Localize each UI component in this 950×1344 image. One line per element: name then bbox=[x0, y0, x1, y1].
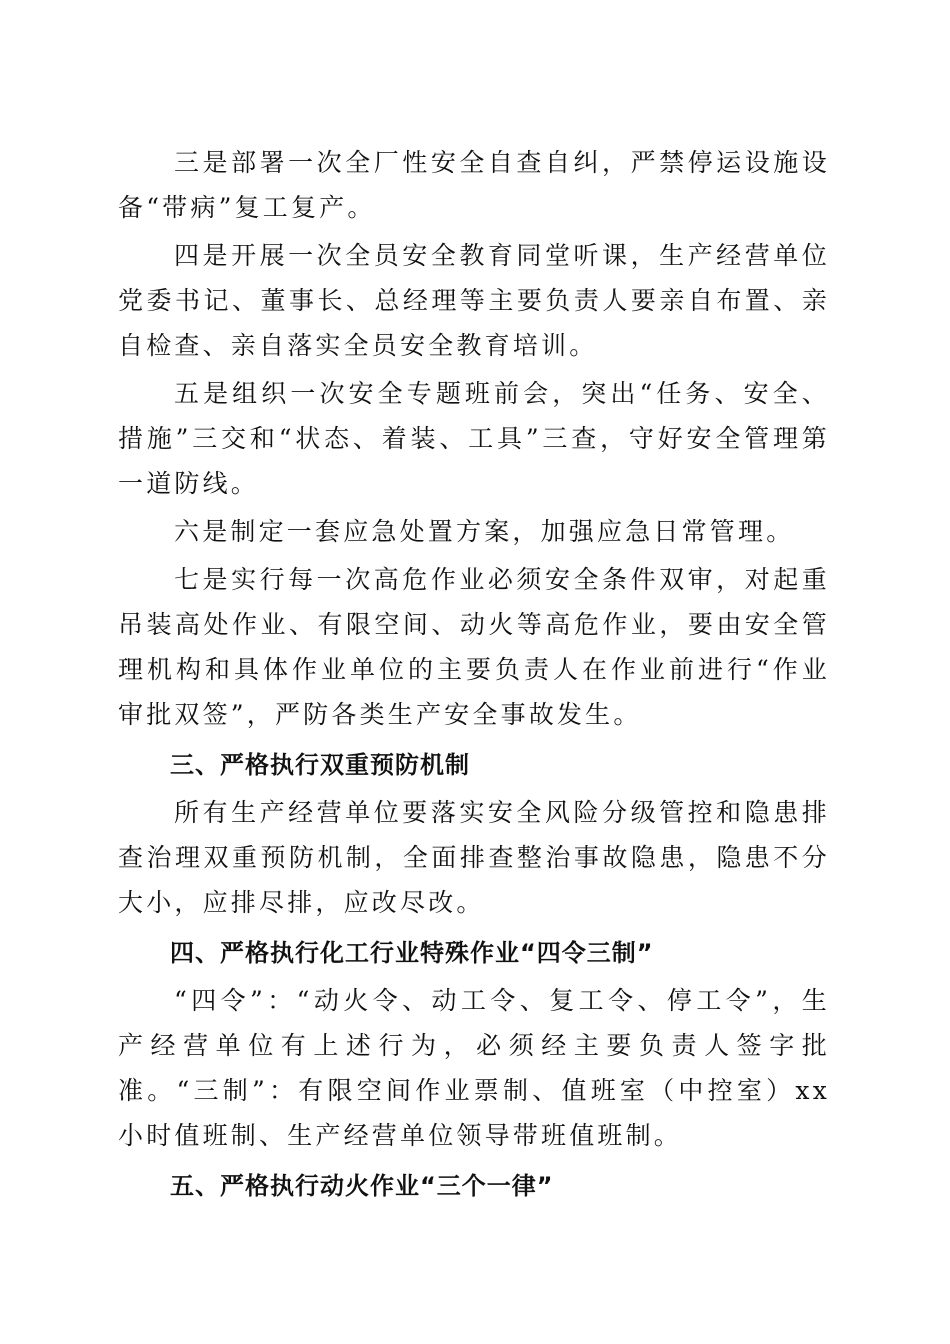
paragraph-item-6: 六是制定一套应急处置方案，加强应急日常管理。 bbox=[174, 517, 795, 546]
paragraph-four-orders-three-systems: “四令”：“动火令、动工令、复工令、停工令”，生产经营单位有上述行为，必须经主要负责人签字批准。“三制”：有限空间作业票制、值班室（中控室）xx小时值班制、生产经营单位领导带班值班制。 bbox=[118, 986, 830, 1150]
paragraph-item-7: 七是实行每一次高危作业必须安全条件双审，对起重吊装高处作业、有限空间、动火等高危作业，要由安全管理机构和具体作业单位的主要负责人在作业前进行“作业审批双签”，严防各类生产安全事故发生。 bbox=[118, 565, 830, 729]
paragraph-item-3: 三是部署一次全厂性安全自查自纠，严禁停运设施设备“带病”复工复产。 bbox=[118, 148, 830, 222]
section-heading-5: 五、严格执行动火作业“三个一律” bbox=[170, 1172, 554, 1200]
paragraph-item-5: 五是组织一次安全专题班前会，突出“任务、安全、措施”三交和“状态、着装、工具”三查，守好安全管理第一道防线。 bbox=[118, 379, 830, 498]
section-heading-4: 四、严格执行化工行业特殊作业“四令三制” bbox=[170, 939, 654, 967]
document-page bbox=[118, 140, 830, 1211]
paragraph-dual-prevention: 所有生产经营单位要落实安全风险分级管控和隐患排查治理双重预防机制，全面排查整治事故隐患，隐患不分大小，应排尽排，应改尽改。 bbox=[118, 798, 830, 917]
section-heading-3: 三、严格执行双重预防机制 bbox=[170, 751, 470, 779]
paragraph-item-4: 四是开展一次全员安全教育同堂听课，生产经营单位党委书记、董事长、总经理等主要负责人要亲自布置、亲自检查、亲自落实全员安全教育培训。 bbox=[118, 241, 830, 360]
